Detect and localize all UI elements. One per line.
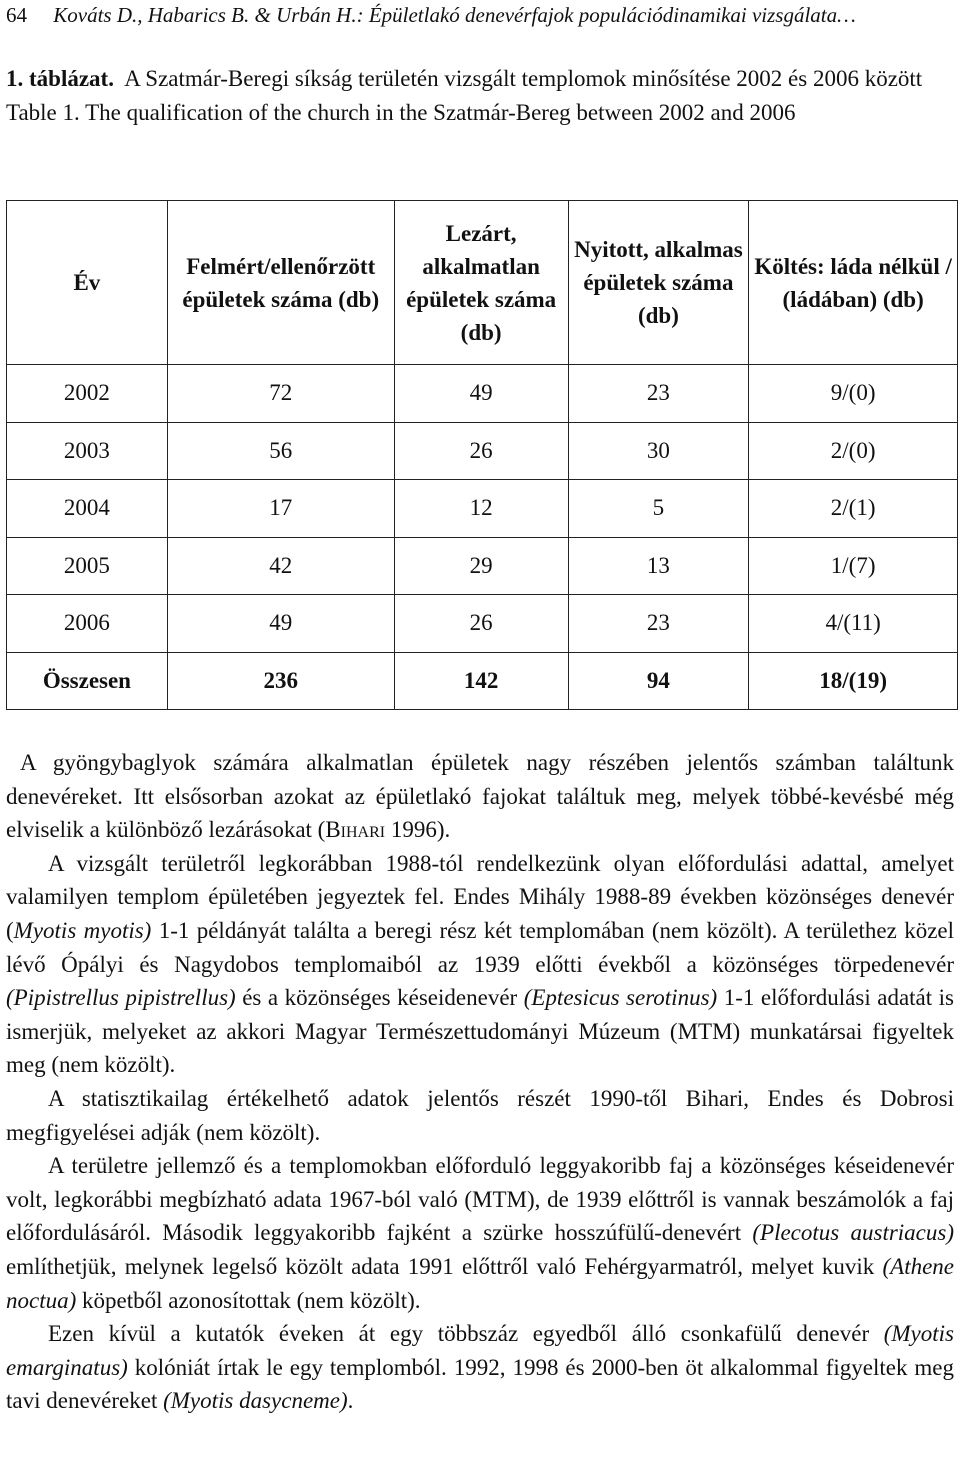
caption-en-text: The qualification of the church in the Szatmár-Bereg between 2002 and 2006 — [85, 100, 796, 125]
table-cell: 2/(0) — [749, 422, 958, 480]
table-cell: 142 — [394, 652, 568, 710]
table-cell: Összesen — [7, 652, 168, 710]
text-run: és a közönséges késeidenevér — [235, 985, 524, 1011]
table-cell: 2003 — [7, 422, 168, 480]
table-cell: 49 — [394, 365, 568, 423]
caption-en-label: Table 1. — [6, 100, 80, 125]
text-run: 1996). — [385, 817, 451, 843]
table-cell: 42 — [167, 537, 394, 595]
table-cell: 4/(11) — [749, 595, 958, 653]
caption-hu-label: 1. táblázat. — [6, 66, 114, 91]
caption-english — [6, 96, 956, 130]
table-cell: 49 — [167, 595, 394, 653]
species-name: (Myotis dasycneme) — [163, 1388, 348, 1414]
species-name: (Athene noctua) — [6, 1253, 954, 1313]
table-row — [7, 365, 958, 423]
text-run: A területre jellemző és a templomokban előforduló leggyakoribb faj a közönséges késeidenevér volt, legkorábbi megbízható adata 1967-ból való (MTM), de 1939 előttről is vannak beszámolók a faj előfordulásáról. Második leggyakoribb fajként a szürke hosszúfülű-denevért — [6, 1153, 954, 1246]
table-cell: 26 — [394, 422, 568, 480]
table-row — [7, 595, 958, 653]
table-row — [7, 422, 958, 480]
text-run: köpetből azonosítottak (nem közölt). — [76, 1287, 421, 1313]
table-cell: 12 — [394, 480, 568, 538]
paragraph — [6, 1149, 954, 1317]
table-cell: 9/(0) — [749, 365, 958, 423]
page-number: 64 — [6, 3, 27, 27]
header-felmert: Felmért/ellenőrzött épületek száma (db) — [167, 201, 394, 365]
table-cell: 18/(19) — [749, 652, 958, 710]
species-name: (Myotis emarginatus) — [6, 1321, 954, 1380]
table-row — [7, 480, 958, 538]
data-table — [6, 200, 958, 710]
table-cell: 13 — [568, 537, 749, 595]
table-cell: 72 — [167, 365, 394, 423]
caption-hu-text: A Szatmár-Beregi síkság területén vizsgált templomok minősítése 2002 és 2006 között — [124, 66, 923, 91]
table-total-row — [7, 652, 958, 710]
table-cell: 1/(7) — [749, 537, 958, 595]
table-header-row — [7, 201, 958, 365]
table-cell: 29 — [394, 537, 568, 595]
table-cell: 17 — [167, 480, 394, 538]
text-run: 1-1 példányát találta a beregi rész két templomában (nem közölt). A területhez közel lévő Ópályi és Nagydobos templomaiból az 1939 előtti évekből a közönséges törpedenevér — [6, 917, 954, 977]
species-name: Myotis myotis) — [13, 917, 152, 943]
species-name: (Pipistrellus pipistrellus) — [6, 985, 236, 1011]
table-cell: 2/(1) — [749, 480, 958, 538]
body-text — [6, 746, 954, 1418]
text-run: A vizsgált területről legkorábban 1988-tól rendelkezünk olyan előfordulási adattal, amelyet valamilyen templom épületében jegyeztek fel. Endes Mihály 1988-89 években közönséges denevér ( — [6, 850, 954, 943]
table-cell: 23 — [568, 365, 749, 423]
running-title: Kováts D., Habarics B. & Urbán H.: Épületlakó denevérfajok populációdinamikai vizsgálata… — [53, 3, 856, 27]
table-cell: 2002 — [7, 365, 168, 423]
caption-hungarian — [6, 62, 956, 96]
table-caption — [6, 62, 956, 130]
table-cell: 30 — [568, 422, 749, 480]
text-run: . — [347, 1388, 354, 1414]
paragraph: A statisztikailag értékelhető adatok jelentős részét 1990-től Bihari, Endes és Dobrosi megfigyelései adják (nem közölt). — [6, 1085, 954, 1145]
header-ev: Év — [7, 201, 168, 365]
paragraph — [6, 847, 954, 1082]
paragraph — [6, 1317, 954, 1418]
paragraph — [6, 746, 954, 847]
text-run: említhetjük, melynek legelső közölt adata 1991 előttről való Fehérgyarmatról, melyet kuvik — [6, 1253, 883, 1279]
header-nyitott: Nyitott, alkalmas épületek száma (db) — [568, 201, 749, 365]
header-lezart: Lezárt, alkalmatlan épületek száma (db) — [394, 201, 568, 365]
table-cell: 56 — [167, 422, 394, 480]
running-header — [6, 2, 954, 28]
text-run: 1-1 előfordulási adatát is ismerjük, melyeket az akkori Magyar Természettudományi Múzeum (MTM) munkatársai figyeltek meg (nem közölt). — [6, 985, 955, 1078]
text-run: Ezen kívül a kutatók éveken át egy többszáz egyedből álló csonkafülű denevér — [48, 1321, 884, 1347]
species-name: (Eptesicus serotinus) — [523, 985, 718, 1011]
citation: Bihari — [325, 817, 386, 843]
header-koltes: Költés: láda nélkül / (ládában) (db) — [749, 201, 958, 365]
table-cell: 26 — [394, 595, 568, 653]
table-cell: 236 — [167, 652, 394, 710]
table-cell: 23 — [568, 595, 749, 653]
table-cell: 2005 — [7, 537, 168, 595]
table-cell: 2006 — [7, 595, 168, 653]
table-cell: 5 — [568, 480, 749, 538]
text-run: kolóniát írtak le egy templomból. 1992, 1998 és 2000-ben öt alkalommal figyeltek meg tavi denevéreket — [6, 1354, 954, 1414]
table-cell: 94 — [568, 652, 749, 710]
table-cell: 2004 — [7, 480, 168, 538]
table-row — [7, 537, 958, 595]
species-name: (Plecotus austriacus) — [752, 1220, 954, 1246]
text-run: A gyöngybaglyok számára alkalmatlan épületek nagy részében jelentős számban találtunk denevéreket. Itt elsősorban azokat az épületlakó fajokat találtuk meg, melyek többé-kevésbé még elviselik a különböző lezárásokat ( — [6, 750, 954, 843]
